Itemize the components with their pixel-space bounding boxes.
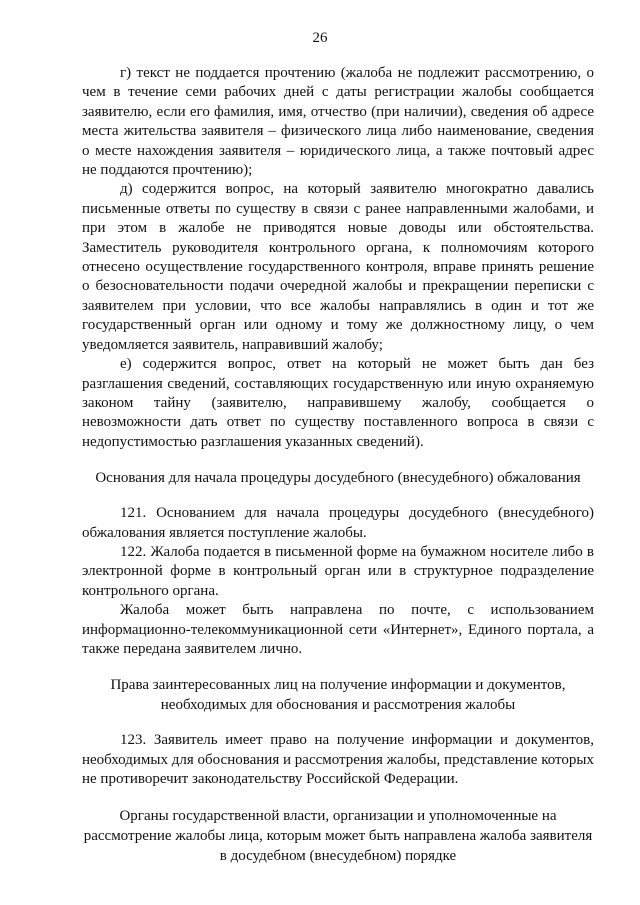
spacer [82, 488, 594, 504]
section-heading-rights [82, 675, 594, 715]
heading-line: Органы государственной власти, организации и уполномоченные на [119, 807, 557, 824]
paragraph-complaint-delivery: Жалоба может быть направлена по почте, с использованием информационно-телекоммуникационной сети «Интернет», Единого портала, а также передана заявителем лично. [82, 602, 594, 657]
spacer [82, 790, 594, 806]
paragraph-123: 123. Заявитель имеет право на получение информации и документов, необходимых для обоснования и рассмотрения жалобы, представление которых не противоречит законодательству Российской Федерации. [82, 732, 594, 788]
section-heading-grounds: Основания для начала процедуры досудебного (внесудебного) обжалования [95, 470, 581, 487]
document-body [82, 64, 594, 866]
paragraph-item-e: е) содержится вопрос, ответ на который не может быть дан без разглашения сведений, составляющих государственную или иную охраняемую законом тайну (заявителю, направившему жалобу, сообщается о невозможности дать ответ по существу поставленного вопроса в связи с недопустимостью разглашения указанных сведений). [82, 356, 594, 450]
paragraph-item-d: д) содержится вопрос, на который заявителю многократно давались письменные ответы по существу в связи с ранее направленными жалобами, и при этом в жалобе не приводятся новые доводы или обстоятельства. Заместитель руководителя контрольного органа, к полномочиям которого отнесено осуществление государственного контроля, вправе принять решение о безосновательности подачи очередной жалобы и прекращении переписки с заявителем при условии, что все жалобы направлялись в один и тот же государственный орган или одному и тому же должностному лицу, о чем уведомляется заявитель, направивший жалобу; [82, 181, 594, 353]
heading-line: рассмотрение жалобы лица, которым может быть направлена жалоба заявителя [83, 827, 593, 844]
heading-line: необходимых для обоснования и рассмотрения жалобы [160, 697, 516, 714]
spacer [82, 715, 594, 731]
spacer [82, 659, 594, 675]
heading-line: Права заинтересованных лиц на получение информации и документов, [110, 677, 566, 694]
paragraph-122: 122. Жалоба подается в письменной форме на бумажном носителе либо в электронной форме в контрольный орган или в структурное подразделение контрольного органа. [82, 543, 594, 599]
spacer [82, 452, 594, 468]
heading-line: в досудебном (внесудебном) порядке [219, 847, 457, 864]
paragraph-121: 121. Основанием для начала процедуры досудебного (внесудебного) обжалования является поступление жалобы. [82, 505, 594, 541]
paragraph-item-g: г) текст не поддается прочтению (жалоба не подлежит рассмотрению, о чем в течение семи рабочих дней с даты регистрации жалобы сообщается заявителю, если его фамилия, имя, отчество (при наличии), сведения об адресе места жительства заявителя – физического лица либо наименование, сведения о месте нахождения заявителя – юридического лица, а также почтовый адрес не поддаются прочтению); [82, 65, 594, 179]
section-heading-bodies [82, 806, 594, 866]
page-number: 26 [312, 30, 328, 46]
